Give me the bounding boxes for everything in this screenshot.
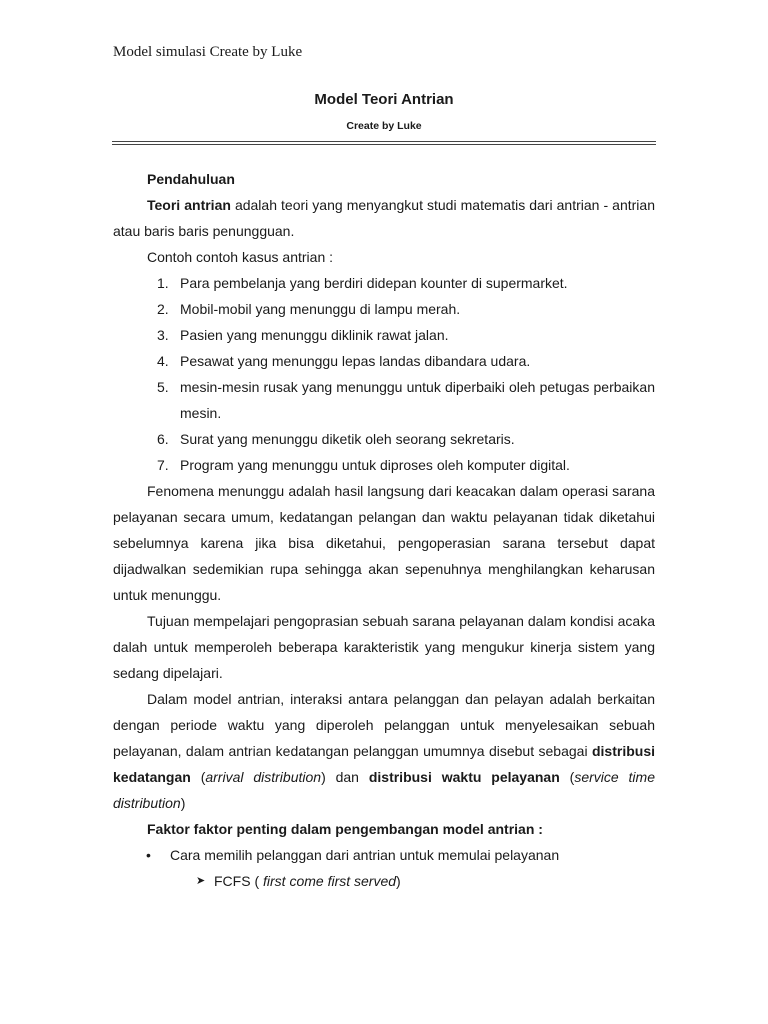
service-distribution-english: service time distribution [113,769,655,811]
fcfs-text-close: ) [396,873,401,889]
examples-intro: Contoh contoh kasus antrian : [147,249,334,265]
list-item-text: Program yang menunggu untuk diproses oleh komputer digital. [180,457,570,473]
list-item [113,452,655,478]
bullet-item [113,842,655,868]
fcfs-text: FCFS ( [214,873,263,889]
list-item-text: mesin-mesin rusak yang menunggu untuk diperbaiki oleh petugas perbaikan mesin. [180,379,655,421]
list-item [113,322,655,348]
definition-text: adalah teori yang menyangkut studi matematis dari antrian - antrian atau baris baris penungguan. [113,197,655,239]
document-title: Model Teori Antrian [314,91,454,108]
model-text: ) dan [321,769,369,785]
list-item-text: Surat yang menunggu diketik oleh seorang sekretaris. [180,431,515,447]
list-number: 7. [157,457,169,473]
running-header: Model simulasi Create by Luke [113,44,303,60]
list-item [113,426,655,452]
list-number: 2. [157,301,169,317]
model-text: ( [190,769,206,785]
list-item [113,270,655,296]
list-item-text: Pesawat yang menunggu lepas landas dibandara udara. [180,353,531,369]
service-distribution-term: distribusi waktu pelayanan [368,769,560,785]
factors-heading: Faktor faktor penting dalam pengembangan model antrian : [147,821,543,837]
bullet-icon: • [146,847,151,863]
document-subtitle: Create by Luke [346,120,422,132]
list-number: 3. [157,327,169,343]
list-item-text: Para pembelanja yang berdiri didepan kounter di supermarket. [180,275,568,291]
arrow-bullet-icon: ➤ [196,875,206,887]
fenomena-paragraph: Fenomena menunggu adalah hasil langsung dari keacakan dalam operasi sarana pelayanan secara umum, kedatangan pelangan dan waktu pelayanan tidak diketahui sebelumnya karena jika bisa diketahui, pengoperasian sarana tersebut dapat dijadwalkan sedemikian rupa sehingga akan sepenuhnya menghilangkan keharusan untuk menunggu. [113,483,655,603]
model-text: ) [180,795,186,811]
list-number: 4. [157,353,169,369]
document-body [113,166,655,894]
tujuan-paragraph: Tujuan mempelajari pengoprasian sebuah sarana pelayanan dalam kondisi acaka dalah untuk memperoleh beberapa karakteristik yang mengukur kinerja sistem yang sedang dipelajari. [113,613,655,681]
list-item [113,296,655,322]
list-number: 5. [157,379,169,395]
intro-heading: Pendahuluan [147,171,235,187]
definition-paragraph [113,192,655,244]
bullet-item-text: Cara memilih pelanggan dari antrian untuk memulai pelayanan [170,847,560,863]
model-paragraph [113,686,655,816]
list-number: 1. [157,275,169,291]
model-text: ( [559,769,575,785]
fcfs-english: first come first served [263,873,397,889]
sub-bullet-item [113,868,655,894]
arrival-distribution-english: arrival distribution [205,769,322,785]
title-double-rule [112,141,656,145]
model-text: Dalam model antrian, interaksi antara pelanggan dan pelayan adalah berkaitan dengan periode waktu yang diperoleh pelanggan untuk menyelesaikan sebuah pelayanan, dalam antrian kedatangan pelanggan umumnya disebut sebagai [113,691,655,759]
definition-term: Teori antrian [147,197,231,213]
list-item-text: Pasien yang menunggu diklinik rawat jalan. [180,327,449,343]
list-item [113,374,655,426]
examples-list [113,270,655,478]
list-item-text: Mobil-mobil yang menunggu di lampu merah. [180,301,461,317]
list-number: 6. [157,431,169,447]
arrival-distribution-term: distribusi kedatangan [113,743,655,785]
list-item [113,348,655,374]
